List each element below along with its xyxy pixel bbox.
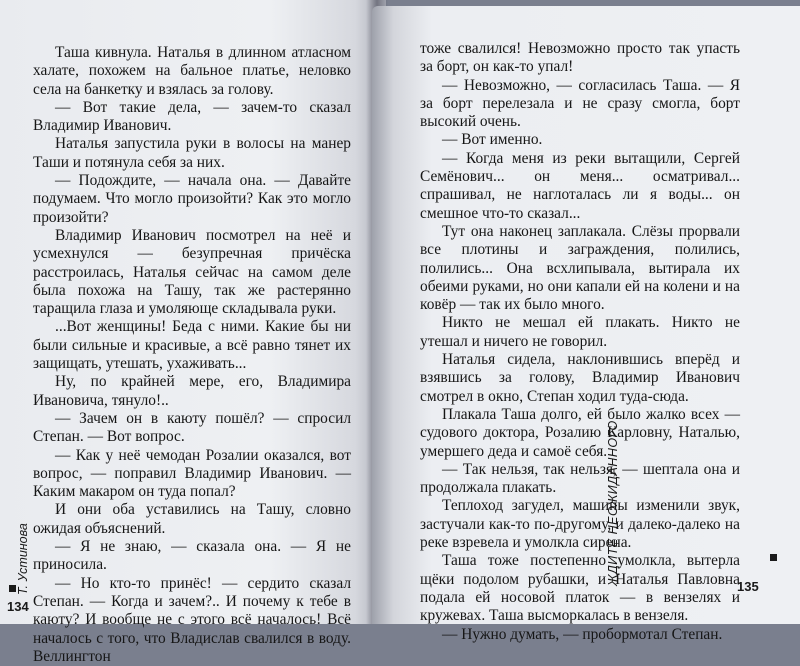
paragraph: Владимир Иванович посмотрел на неё и усмехнулся — безупречная причёска расстроилась, Наталья сейчас на самом деле была похожа на Ташу, так же растерянно таращила глаза и умоляюще складывала руки. xyxy=(33,226,351,318)
folio-square-marker xyxy=(9,585,16,592)
paragraph: Плакала Таша долго, ей было жалко всех — судового доктора, Розалию Карловну, Наталью, умершего деда и самоё себя. xyxy=(420,405,740,460)
right-page xyxy=(372,6,800,643)
paragraph: Наталья сидела, наклонившись вперёд и взявшись за голову, Владимир Иванович смотрел в окно, Степан ходил туда-сюда. xyxy=(420,351,740,405)
paragraph-continuation: тоже свалился! Невозможно просто так упасть за борт, он как-то упал! xyxy=(420,40,740,76)
paragraph: — Когда меня из реки вытащили, Сергей Семёнович... он меня... осматривал... спрашивал, не наглоталась ли я воды... он смешное что-то сказал... xyxy=(420,149,740,222)
paragraph: Никто не мешал ей плакать. Никто не утешал и ничего не говорил. xyxy=(420,314,740,350)
paragraph: Таша тоже постепенно умолкла, вытерла щёки подолом рубашки, и Наталья Павловна подала ей носовой платок — в вензелях и кружевах. Таша высморкалась в вензеля. xyxy=(420,552,740,625)
page-number-right: 135 xyxy=(737,579,759,594)
paragraph: — Нужно думать, — пробормотал Степан. xyxy=(442,625,723,643)
folio-square-marker xyxy=(770,554,777,561)
paragraph: Ну, по крайней мере, его, Владимира Ивановича, тянуло!.. xyxy=(33,373,351,409)
paragraph: — Я не знаю, — сказала она. — Я не приносила. xyxy=(33,538,351,574)
page-number-left: 134 xyxy=(7,599,29,614)
paragraph: Теплоход загудел, машины изменили звук, застучали как-то по-другому, и далеко-далеко на реке взревела и умолкла сирена. xyxy=(420,497,740,552)
left-page-text xyxy=(33,44,351,666)
paragraph: И они оба уставились на Ташу, словно ожидая объяснений. xyxy=(33,501,351,537)
right-page-text xyxy=(420,40,740,644)
paragraph: Тут она наконец заплакала. Слёзы прорвали все плотины и заграждения, полились, полились... Она всхлипывала, вытирала их обеими руками, но они капали ей на колени и на ковёр — так их было много. xyxy=(420,222,740,314)
paragraph: — Но кто-то принёс! — сердито сказал Степан. — Когда и зачем?.. И почему к тебе в каюту? И вообще не с этого всё началось! Всё началось с того, что Владислав свалился в воду. Веллингтон xyxy=(33,574,351,665)
paragraph: — Так нельзя, так нельзя, — шептала она и продолжала плакать. xyxy=(420,460,740,497)
paragraph: Таша кивнула. Наталья в длинном атласном халате, похожем на бальное платье, неловко села на банкетку и взялась за голову. xyxy=(33,44,351,98)
paragraph: — Подождите, — начала она. — Давайте подумаем. Что могло произойти? Как это могло произойти? xyxy=(33,172,351,226)
paragraph: ...Вот женщины! Беда с ними. Какие бы ни были сильные и красивые, а всё равно тянет их защищать, утешать, ухаживать... xyxy=(33,318,351,373)
running-head-author: Т. Устинова xyxy=(16,523,30,595)
paragraph: — Вот такие дела, — зачем-то сказал Владимир Иванович. xyxy=(33,98,351,135)
left-page xyxy=(0,0,386,665)
paragraph: Наталья запустила руки в волосы на манер Таши и потянула себя за них. xyxy=(33,135,351,171)
paragraph: — Зачем он в каюту пошёл? — спросил Степан. — Вот вопрос. xyxy=(33,409,351,446)
paragraph: — Как у неё чемодан Розалии оказался, вот вопрос, — поправил Владимир Иванович. — Каким макаром он туда попал? xyxy=(33,446,351,501)
running-head-title: ЖДИТЕ НЕОЖИДАННОГО xyxy=(606,420,621,586)
paragraph: — Невозможно, — согласилась Таша. — Я за борт перелезала и не сразу смогла, борт высокий очень. xyxy=(420,76,740,131)
paragraph: — Вот именно. xyxy=(442,131,543,149)
